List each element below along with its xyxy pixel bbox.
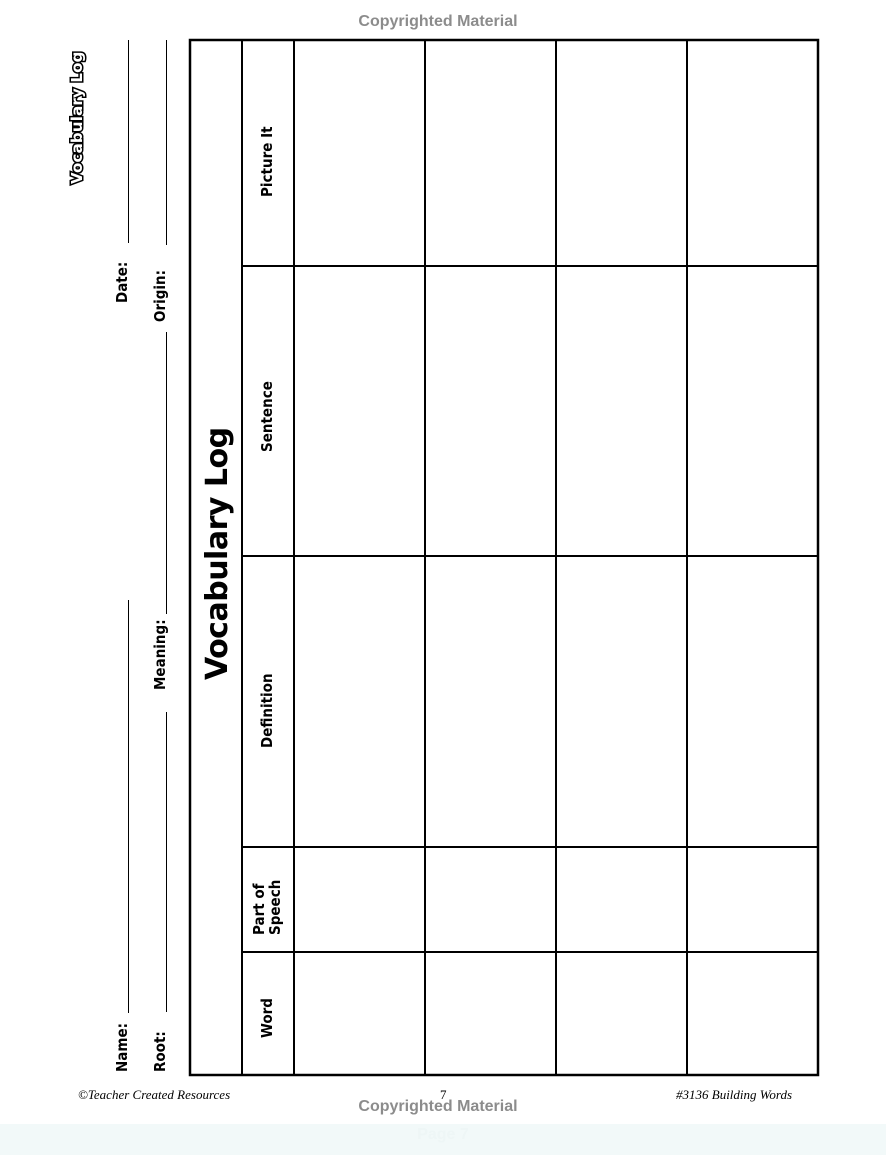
header-word: Word — [258, 998, 276, 1038]
name-label: Name: — [113, 1022, 131, 1072]
date-label: Date: — [113, 261, 131, 303]
table-outer-border — [190, 40, 818, 1075]
header-picture-it: Picture It — [258, 126, 276, 197]
page-label-ghost: Page 7 — [417, 1126, 469, 1143]
side-title: Vocabulary Log — [68, 51, 86, 184]
header-definition: Definition — [258, 673, 276, 748]
header-part-of-speech-line2: Speech — [266, 879, 284, 935]
header-part-of-speech-line1: Part of — [250, 883, 268, 935]
table-title: Vocabulary Log — [200, 427, 235, 680]
copyright-watermark-top: Copyrighted Material — [358, 13, 518, 30]
header-part-of-speech — [251, 880, 283, 935]
origin-label: Origin: — [151, 269, 169, 322]
root-label: Root: — [151, 1031, 169, 1072]
copyright-watermark-bottom: Copyrighted Material — [358, 1098, 518, 1115]
header-sentence: Sentence — [258, 381, 276, 452]
footer-publisher: ©Teacher Created Resources — [78, 1087, 231, 1102]
meaning-label: Meaning: — [151, 619, 169, 690]
footer-page-number: 7 — [440, 1087, 447, 1102]
footer-book-code: #3136 Building Words — [676, 1087, 793, 1102]
